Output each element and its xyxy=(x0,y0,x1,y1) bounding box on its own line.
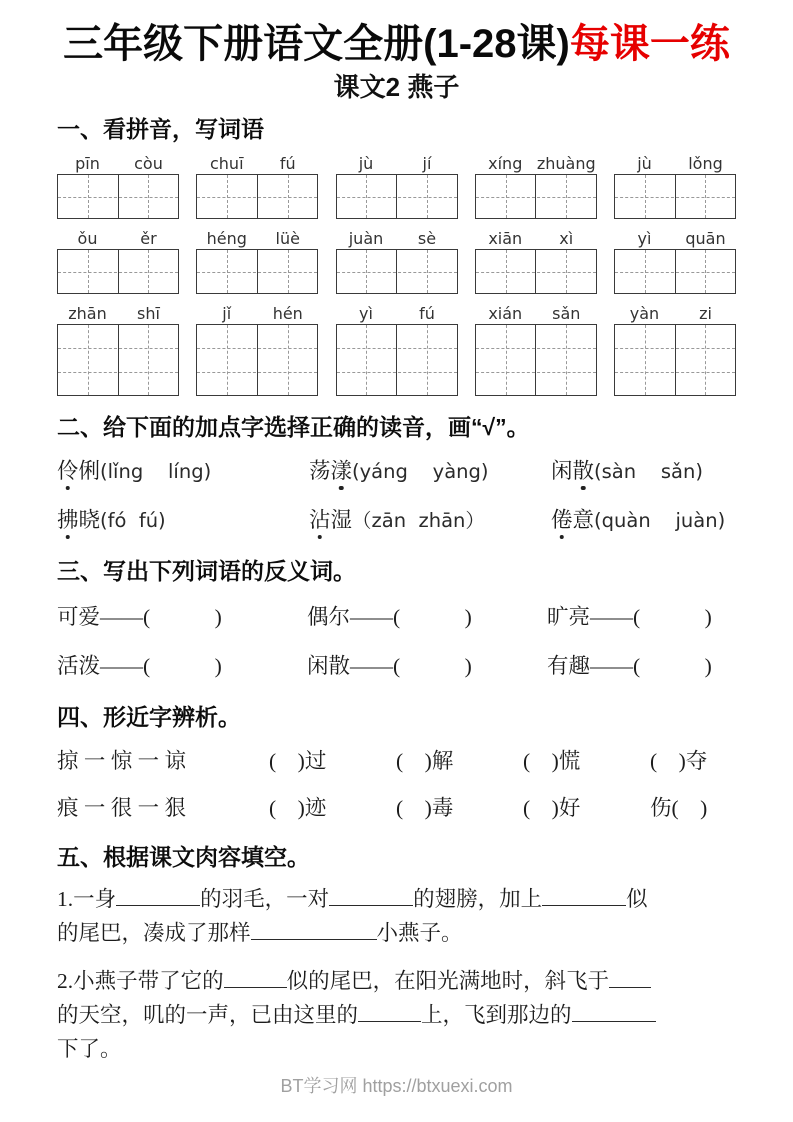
antonym-item: 活泼——( ) xyxy=(57,654,222,678)
character: 晓 xyxy=(78,508,101,532)
dashed-guide-line xyxy=(337,372,457,373)
writing-box xyxy=(614,174,736,219)
pronunciation-entry xyxy=(57,503,309,534)
pinyin-labels xyxy=(614,152,736,174)
fill-in-blank-exercise xyxy=(57,882,736,1066)
dashed-guide-line xyxy=(337,348,457,349)
pronunciation-row xyxy=(57,503,736,534)
pinyin-labels xyxy=(57,302,179,324)
pinyin-options: (sàn sǎn) xyxy=(594,460,703,483)
fill-blank-line: 的天空，叽的一声，已由这里的 上，飞到那边的 xyxy=(57,998,736,1032)
pinyin-label: xíng xyxy=(488,154,523,173)
character: 湿 xyxy=(330,508,353,532)
pinyin-word-group xyxy=(57,152,179,219)
page-title xyxy=(57,20,736,68)
pinyin-labels xyxy=(57,152,179,174)
dotted-character: 拂 xyxy=(57,503,79,534)
pinyin-labels xyxy=(57,227,179,249)
pinyin-label: còu xyxy=(134,154,163,173)
writing-box xyxy=(196,174,318,219)
fill-blank-item xyxy=(57,882,736,950)
pinyin-label: lüè xyxy=(275,229,300,248)
dotted-character: 散 xyxy=(573,454,595,485)
pinyin-word-group xyxy=(196,227,318,294)
pinyin-label: xì xyxy=(559,229,574,248)
dotted-word xyxy=(57,459,101,483)
dashed-guide-line xyxy=(476,197,596,198)
dotted-word xyxy=(551,508,595,532)
writing-box xyxy=(336,174,458,219)
pinyin-options: (quàn juàn) xyxy=(594,509,726,532)
pinyin-label: juàn xyxy=(348,229,384,248)
pinyin-label: yàn xyxy=(629,304,660,323)
similar-character-exercise xyxy=(57,744,736,822)
pinyin-options: (lǐng líng) xyxy=(100,460,212,483)
pinyin-word-group xyxy=(336,227,458,294)
answer-blank xyxy=(116,884,200,907)
pinyin-row xyxy=(57,302,736,396)
dashed-guide-line xyxy=(337,197,457,198)
antonym-row xyxy=(57,600,736,631)
char-group: 掠 一 惊 一 谅 xyxy=(57,749,187,773)
writing-cell xyxy=(119,325,179,395)
writing-box xyxy=(475,324,597,396)
dashed-guide-line xyxy=(197,348,317,349)
pinyin-label: fú xyxy=(279,154,296,173)
answer-blank xyxy=(542,884,626,907)
writing-box xyxy=(196,324,318,396)
pinyin-word-group xyxy=(475,227,597,294)
pinyin-label: jí xyxy=(422,154,432,173)
pinyin-label: yì xyxy=(359,304,373,323)
pinyin-word-group xyxy=(614,302,736,396)
blank-paren-item: ( )慌 xyxy=(523,749,581,773)
pinyin-label: xián xyxy=(488,304,523,323)
writing-cell xyxy=(536,325,596,395)
section2-heading: 二、给下面的加点字选择正确的读音，画“√”。 xyxy=(57,414,530,440)
antonym-item: 有趣——( ) xyxy=(547,654,712,678)
blank-paren-item: ( )迹 xyxy=(269,796,327,820)
dashed-guide-line xyxy=(58,348,178,349)
dashed-guide-line xyxy=(197,197,317,198)
pronunciation-entry xyxy=(57,454,309,485)
dotted-word xyxy=(309,508,353,532)
pinyin-labels xyxy=(475,302,597,324)
blank-paren-item: ( )解 xyxy=(396,749,454,773)
dashed-guide-line xyxy=(615,197,735,198)
pinyin-word-group xyxy=(475,152,597,219)
fill-blank-line: 下了。 xyxy=(57,1037,122,1061)
pinyin-word-group xyxy=(336,152,458,219)
writing-box xyxy=(614,324,736,396)
lesson-subtitle: 课文2 燕子 xyxy=(333,72,460,102)
pinyin-label: pīn xyxy=(75,154,100,173)
character: 俐 xyxy=(78,459,101,483)
pinyin-label: sǎn xyxy=(552,304,581,323)
blank-paren-item: ( )过 xyxy=(269,749,327,773)
pinyin-labels xyxy=(336,227,458,249)
title-black-part: 三年级下册语文全册(1-28课) xyxy=(63,22,570,66)
answer-blank xyxy=(358,1000,421,1023)
blank-paren-item: ( )毒 xyxy=(396,796,454,820)
fill-blank-line: 2.小燕子带了它的 似的尾巴，在阳光满地时，斜飞于 xyxy=(57,964,736,998)
writing-box xyxy=(57,174,179,219)
writing-box xyxy=(475,249,597,294)
section3-heading: 三、写出下列词语的反义词。 xyxy=(57,558,356,584)
answer-blank xyxy=(329,884,413,907)
dashed-guide-line xyxy=(337,272,457,273)
dashed-guide-line xyxy=(615,372,735,373)
writing-box xyxy=(57,249,179,294)
pinyin-label: ěr xyxy=(140,229,157,248)
character: 意 xyxy=(572,508,595,532)
dotted-character: 漾 xyxy=(331,454,353,485)
pinyin-word-group xyxy=(57,227,179,294)
pinyin-label: hén xyxy=(272,304,303,323)
pinyin-options: (fó fú) xyxy=(100,509,166,532)
writing-cell xyxy=(397,325,457,395)
footer-watermark: BT学习网 https://btxuexi.com xyxy=(280,1076,513,1096)
writing-cell xyxy=(337,325,398,395)
writing-box xyxy=(196,249,318,294)
antonym-item: 旷亮——( ) xyxy=(547,605,712,629)
pinyin-labels xyxy=(614,302,736,324)
answer-blank xyxy=(224,966,287,989)
pronunciation-entry xyxy=(551,454,736,485)
pronunciation-entry xyxy=(551,503,736,534)
pinyin-label: jù xyxy=(637,154,652,173)
pinyin-label: xiān xyxy=(488,229,523,248)
fill-blank-line: 的尾巴，凑成了那样 小燕子。 xyxy=(57,916,736,950)
pinyin-row xyxy=(57,152,736,219)
pinyin-label: shī xyxy=(137,304,160,323)
pinyin-labels xyxy=(196,302,318,324)
dashed-guide-line xyxy=(615,272,735,273)
dotted-word xyxy=(57,508,101,532)
title-red-part: 每课一练 xyxy=(569,22,730,66)
dotted-word xyxy=(309,459,353,483)
pinyin-word-group xyxy=(57,302,179,396)
pinyin-options: （zān zhān） xyxy=(352,509,485,532)
character: 荡 xyxy=(309,459,331,483)
pinyin-options: (yáng yàng) xyxy=(352,460,489,483)
dashed-guide-line xyxy=(476,272,596,273)
answer-blank xyxy=(609,966,651,989)
pinyin-label: zhān xyxy=(68,304,107,323)
antonym-row xyxy=(57,649,736,680)
pinyin-label: fú xyxy=(419,304,435,323)
pinyin-label: jù xyxy=(358,154,374,173)
writing-cell xyxy=(258,325,318,395)
dashed-guide-line xyxy=(476,348,596,349)
writing-box xyxy=(336,324,458,396)
answer-blank xyxy=(251,918,377,941)
writing-box xyxy=(336,249,458,294)
dashed-guide-line xyxy=(615,348,735,349)
pinyin-writing-grid xyxy=(57,152,736,396)
pronunciation-exercise xyxy=(57,454,736,534)
pinyin-word-group xyxy=(475,302,597,396)
pinyin-label: quān xyxy=(685,229,726,248)
pinyin-label: lǒng xyxy=(688,154,723,173)
blank-paren-item: 伤( ) xyxy=(650,796,708,820)
dotted-character: 伶 xyxy=(57,454,79,485)
section1-heading: 一、看拼音，写词语 xyxy=(57,116,264,142)
writing-box xyxy=(614,249,736,294)
similar-char-row xyxy=(57,744,736,775)
dotted-character: 倦 xyxy=(551,503,573,534)
writing-cell xyxy=(676,325,736,395)
pinyin-labels xyxy=(336,152,458,174)
antonym-item: 偶尔——( ) xyxy=(307,605,472,629)
pinyin-label: héng xyxy=(206,229,247,248)
pinyin-word-group xyxy=(196,302,318,396)
pronunciation-entry xyxy=(309,454,551,485)
writing-box xyxy=(475,174,597,219)
pinyin-label: zhuàng xyxy=(536,154,596,173)
character: 闲 xyxy=(551,459,573,483)
pinyin-labels xyxy=(475,227,597,249)
pinyin-label: yì xyxy=(637,229,652,248)
writing-cell xyxy=(58,325,119,395)
pinyin-labels xyxy=(196,152,318,174)
writing-box xyxy=(57,324,179,396)
writing-cell xyxy=(197,325,258,395)
section4-heading: 四、形近字辨析。 xyxy=(57,704,241,730)
writing-cell xyxy=(476,325,537,395)
char-group: 痕 一 很 一 狠 xyxy=(57,796,187,820)
pronunciation-entry xyxy=(309,503,551,534)
answer-blank xyxy=(572,1000,656,1023)
blank-paren-item: ( )夺 xyxy=(650,749,708,773)
pinyin-label: ǒu xyxy=(77,229,98,248)
pinyin-word-group xyxy=(614,227,736,294)
pinyin-word-group xyxy=(614,152,736,219)
blank-paren-item: ( )好 xyxy=(523,796,581,820)
antonym-item: 闲散——( ) xyxy=(307,654,472,678)
antonym-item: 可爱——( ) xyxy=(57,605,222,629)
dashed-guide-line xyxy=(476,372,596,373)
pinyin-word-group xyxy=(196,152,318,219)
antonym-exercise xyxy=(57,600,736,680)
fill-blank-item xyxy=(57,964,736,1066)
pinyin-label: zi xyxy=(699,304,712,323)
dotted-word xyxy=(551,459,595,483)
similar-char-row xyxy=(57,791,736,822)
dotted-character: 沾 xyxy=(309,503,331,534)
pinyin-word-group xyxy=(336,302,458,396)
dashed-guide-line xyxy=(58,197,178,198)
dashed-guide-line xyxy=(58,372,178,373)
writing-cell xyxy=(615,325,676,395)
pinyin-labels xyxy=(475,152,597,174)
pinyin-labels xyxy=(196,227,318,249)
pinyin-label: jǐ xyxy=(222,304,232,323)
pinyin-label: sè xyxy=(417,229,437,248)
dashed-guide-line xyxy=(58,272,178,273)
pinyin-labels xyxy=(614,227,736,249)
pinyin-labels xyxy=(336,302,458,324)
dashed-guide-line xyxy=(197,272,317,273)
dashed-guide-line xyxy=(197,372,317,373)
fill-blank-line: 1.一身 的羽毛，一对 的翅膀，加上 似 xyxy=(57,882,736,916)
pinyin-row xyxy=(57,227,736,294)
pinyin-label: chuī xyxy=(209,154,244,173)
section5-heading: 五、根据课文肉容填空。 xyxy=(57,844,310,870)
pronunciation-row xyxy=(57,454,736,485)
